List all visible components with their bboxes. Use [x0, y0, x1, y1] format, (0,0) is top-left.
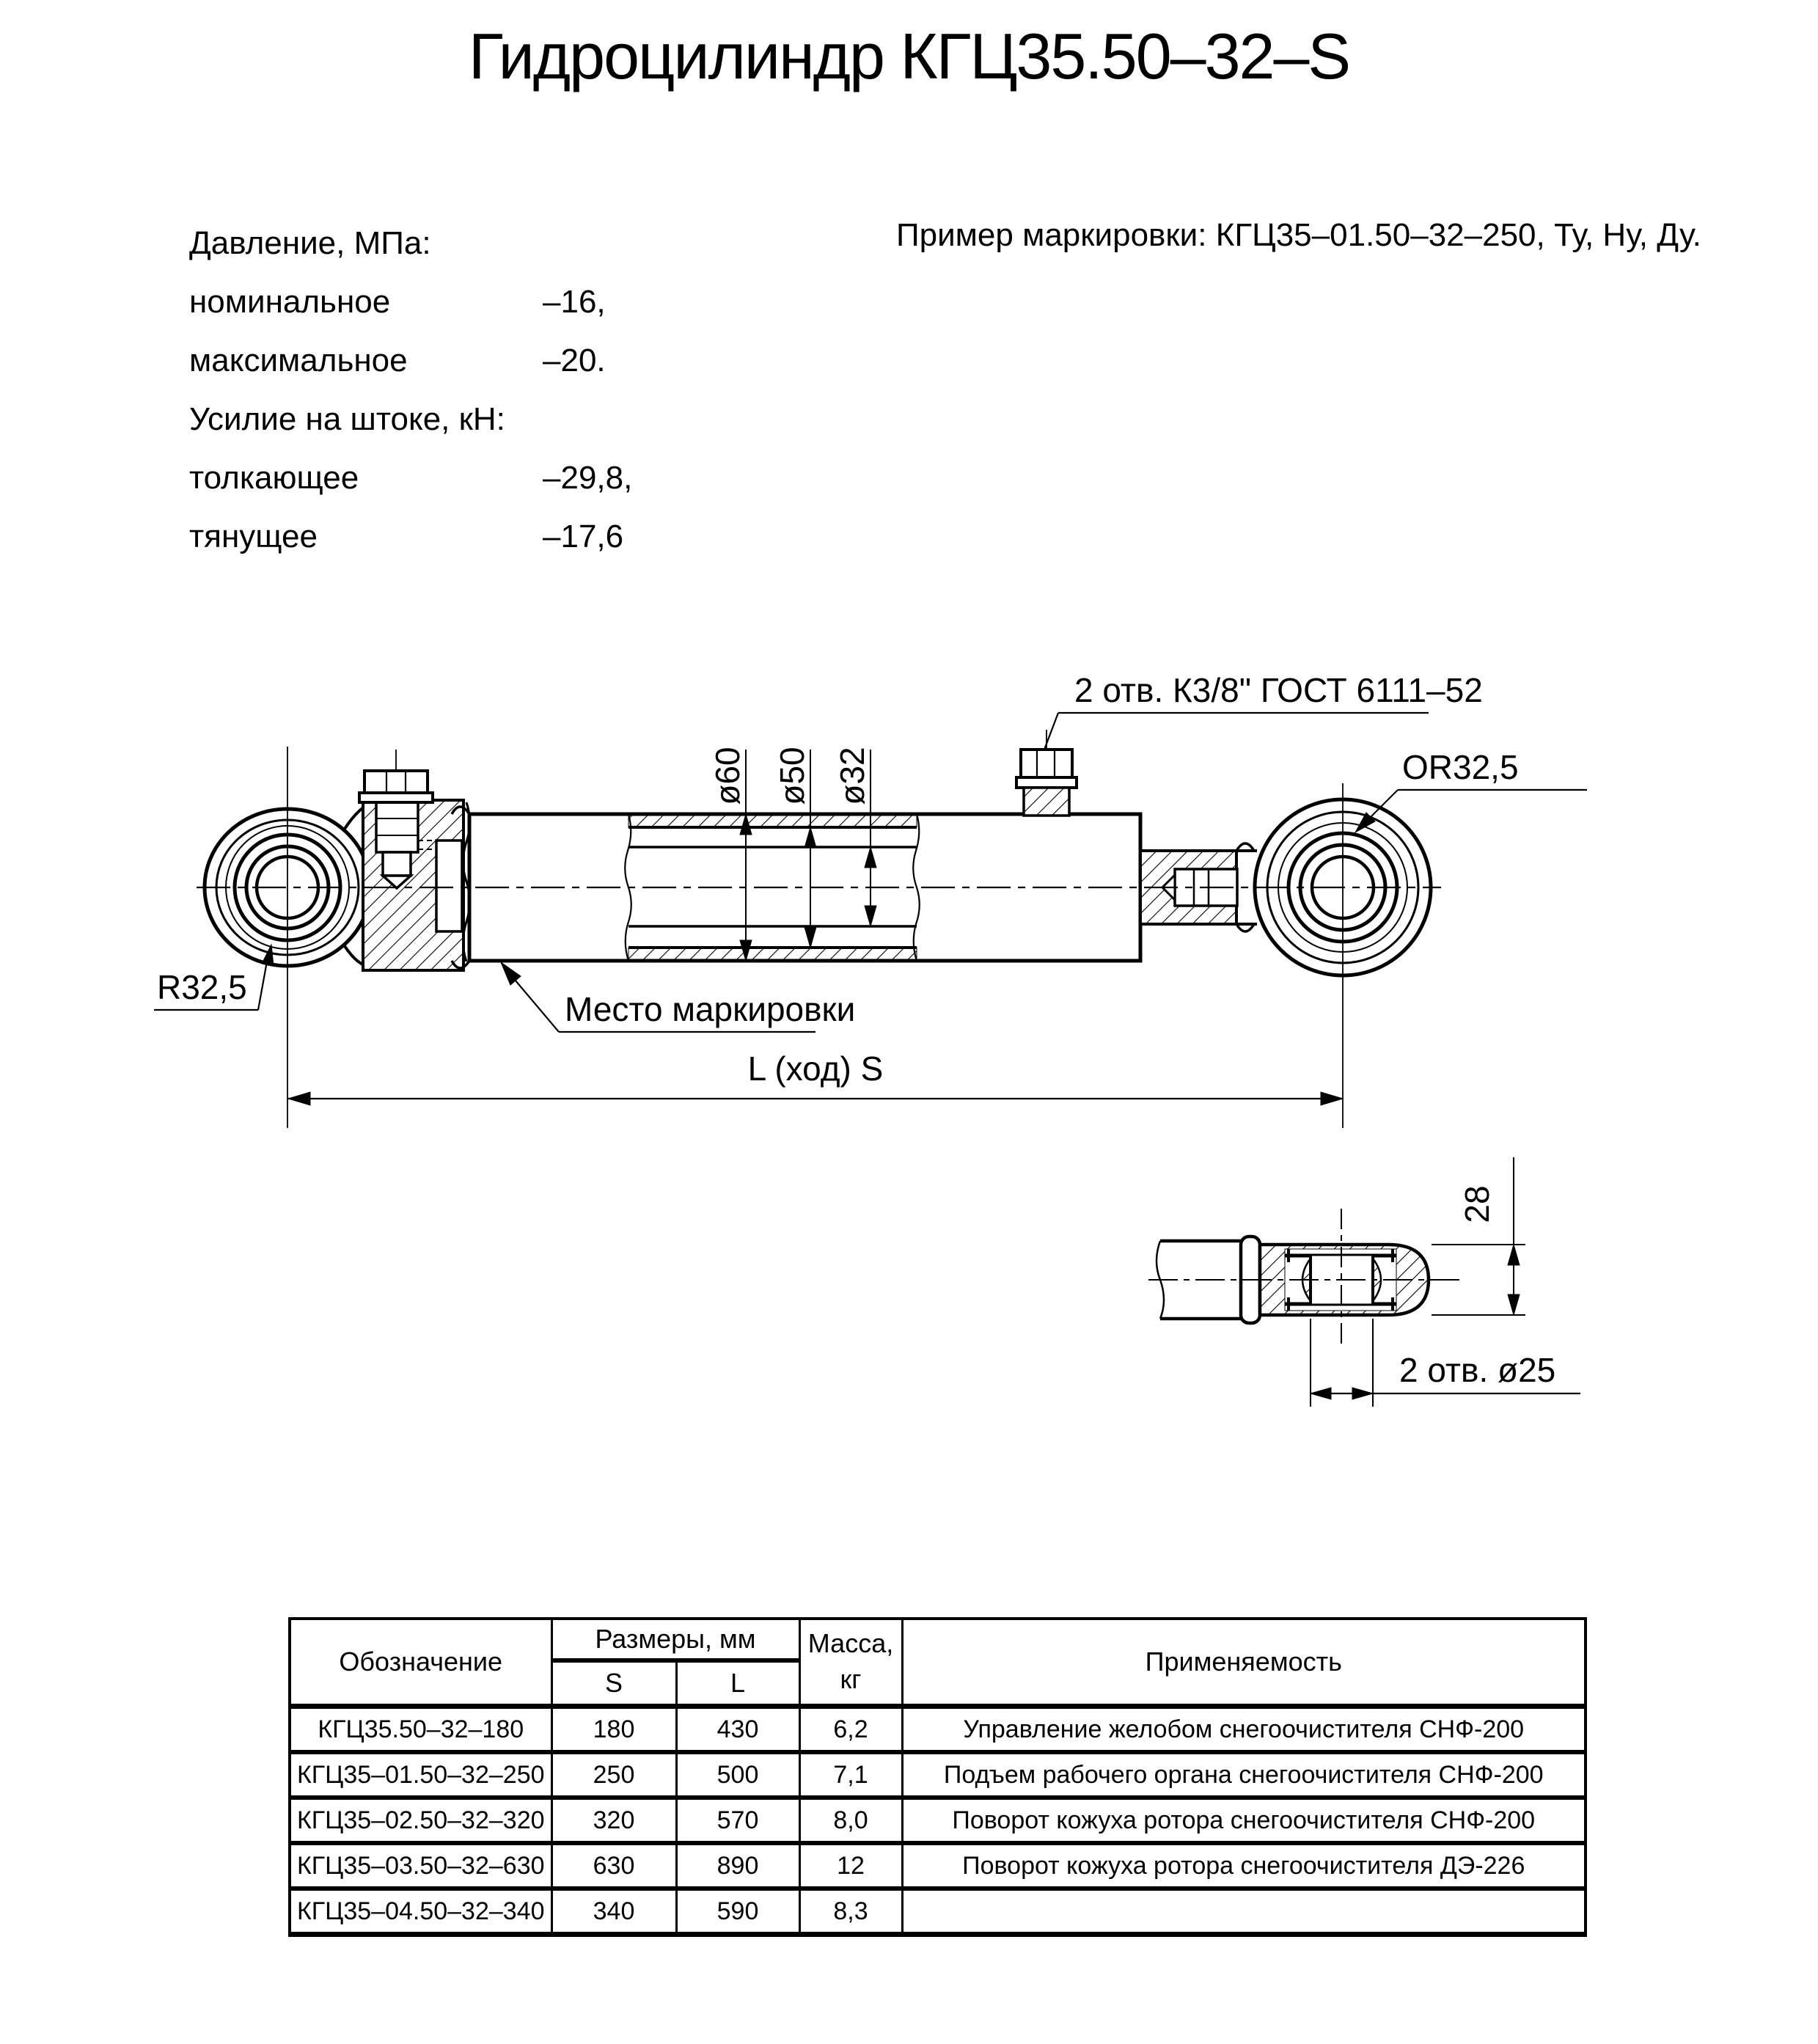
spec-label: максимальное	[189, 343, 408, 378]
header-designation: Обозначение	[290, 1619, 551, 1707]
cell-mass: 7,1	[799, 1752, 902, 1798]
header-l: L	[676, 1660, 799, 1707]
marking-place-leader	[501, 962, 855, 1032]
ports-note-leader	[1044, 671, 1483, 750]
cell-s: 320	[551, 1798, 676, 1843]
cell-l: 430	[676, 1707, 799, 1753]
cell-designation: КГЦ35.50–32–180	[290, 1707, 551, 1753]
table-row	[290, 1707, 1586, 1753]
sphere-radius-label: OR32,5	[1402, 748, 1519, 786]
stroke-length-dimension	[288, 1050, 1343, 1105]
variants-table	[288, 1617, 1587, 1937]
cell-s: 630	[551, 1843, 676, 1889]
dia-32-label: ø32	[833, 747, 871, 805]
cell-mass: 8,3	[799, 1889, 902, 1935]
header-mass-line1: Масса,	[807, 1628, 894, 1659]
cell-l: 570	[676, 1798, 799, 1843]
cell-designation: КГЦ35–02.50–32–320	[290, 1798, 551, 1843]
eye-holes-dimension	[1311, 1319, 1580, 1407]
spec-label: тянущее	[189, 519, 318, 554]
dia-50-label: ø50	[773, 747, 811, 805]
cell-mass: 12	[799, 1843, 902, 1889]
spec-value: –20.	[543, 343, 606, 378]
cell-mass: 8,0	[799, 1798, 902, 1843]
cell-mass: 6,2	[799, 1707, 902, 1753]
spec-value: –16,	[543, 284, 606, 320]
cell-application: Поворот кожуха ротора снегоочистителя СНФ-200	[902, 1798, 1586, 1843]
header-dimensions: Размеры, мм	[551, 1619, 799, 1660]
page-title: Гидроцилиндр КГЦ35.50–32–S	[468, 20, 1350, 92]
cell-l: 500	[676, 1752, 799, 1798]
cell-application	[902, 1889, 1586, 1935]
header-s: S	[551, 1660, 676, 1707]
spec-label: номинальное	[189, 284, 391, 320]
port-plug-left	[359, 750, 433, 802]
rod-eye-side-view	[1148, 1157, 1580, 1407]
cell-designation: КГЦ35–03.50–32–630	[290, 1843, 551, 1889]
cell-s: 340	[551, 1889, 676, 1935]
spec-label: толкающее	[189, 460, 359, 496]
cell-l: 590	[676, 1889, 799, 1935]
head-radius-label: R32,5	[157, 968, 247, 1006]
cell-s: 250	[551, 1752, 676, 1798]
cell-designation: КГЦ35–04.50–32–340	[290, 1889, 551, 1935]
spec-label: Давление, МПа:	[189, 225, 431, 261]
table-row	[290, 1889, 1586, 1935]
eye-width-dimension	[1432, 1157, 1525, 1315]
header-mass-line2: кг	[840, 1664, 862, 1694]
table-row	[290, 1843, 1586, 1889]
table-row	[290, 1798, 1586, 1843]
cell-application: Поворот кожуха ротора снегоочистителя ДЭ-226	[902, 1843, 1586, 1889]
spec-label: Усилие на штоке, кН:	[189, 401, 505, 437]
header-mass	[799, 1619, 902, 1707]
cell-application: Подъем рабочего органа снегоочистителя СНФ-200	[902, 1752, 1586, 1798]
cylinder-head-section	[363, 800, 470, 970]
cell-s: 180	[551, 1707, 676, 1753]
cell-application: Управление желобом снегоочистителя СНФ-200	[902, 1707, 1586, 1753]
dia-60-label: ø60	[708, 747, 747, 805]
spec-value: –29,8,	[543, 460, 633, 496]
header-application: Применяемость	[902, 1619, 1586, 1707]
table-row	[290, 1752, 1586, 1798]
ports-note-label: 2 отв. К3/8" ГОСТ 6111–52	[1074, 671, 1483, 709]
marking-place-label: Место маркировки	[565, 990, 856, 1028]
marking-example: Пример маркировки: КГЦ35–01.50–32–250, Ту, Ну, Ду.	[896, 217, 1701, 253]
eye-holes-label: 2 отв. ø25	[1399, 1351, 1556, 1389]
cell-l: 890	[676, 1843, 799, 1889]
cylinder-main-view	[154, 671, 1587, 1128]
stroke-length-label: L (ход) S	[747, 1050, 884, 1088]
spec-value: –17,6	[543, 519, 624, 554]
cell-designation: КГЦ35–01.50–32–250	[290, 1752, 551, 1798]
table-header-row-1	[290, 1619, 1586, 1660]
eye-width-label: 28	[1458, 1185, 1496, 1223]
